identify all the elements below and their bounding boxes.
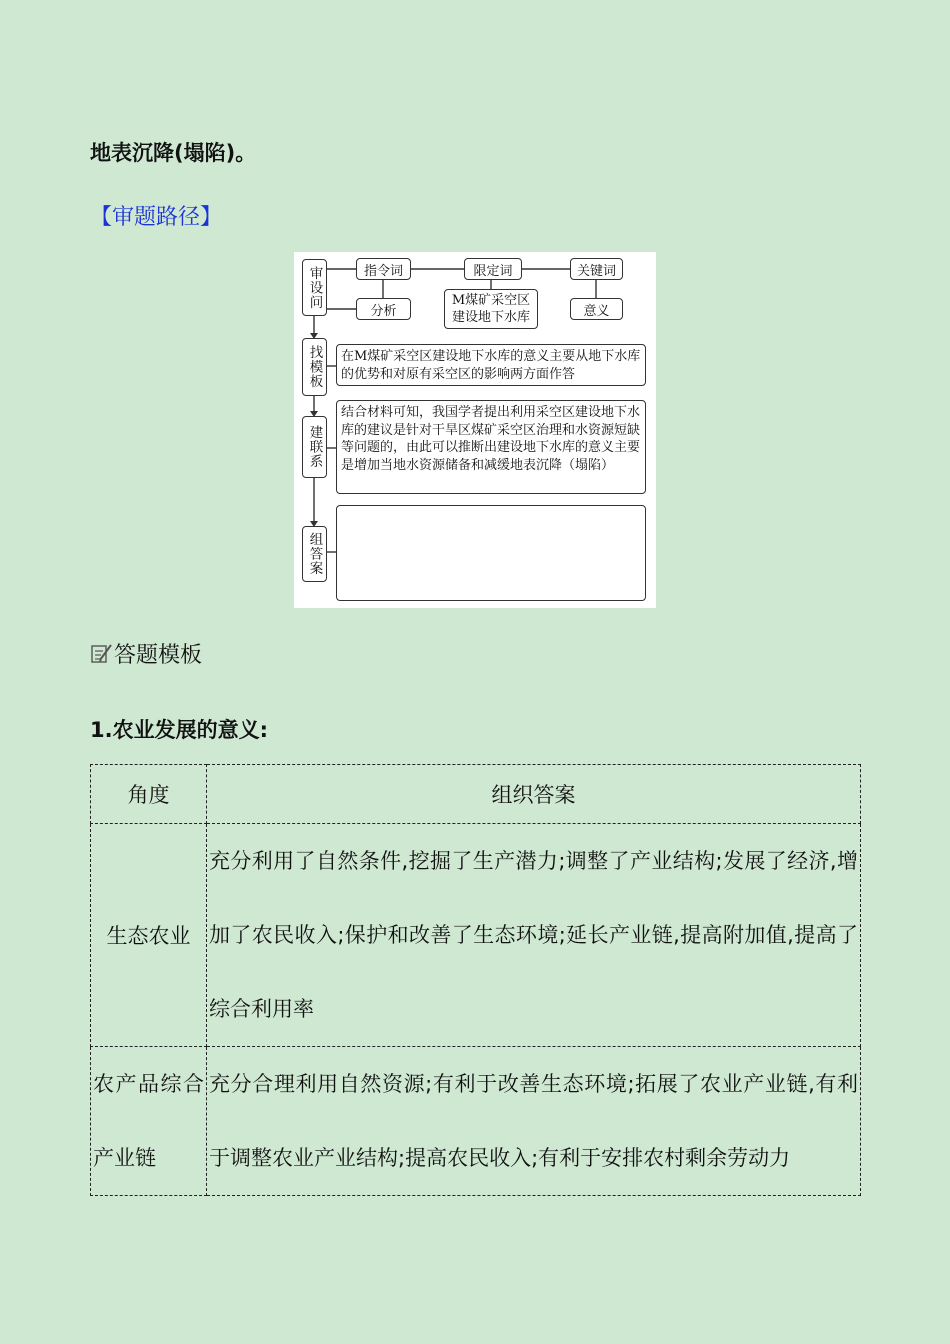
row-answer: 充分利用了自然条件,挖掘了生产潜力;调整了产业结构;发展了经济,增加了农民收入;保护和改善了生态环境;延长产业链,提高附加值,提高了综合利用率 — [207, 824, 861, 1047]
keyword-limit: 限定词 — [464, 258, 522, 280]
header-angle: 角度 — [91, 765, 207, 824]
notepad-pencil-icon — [90, 642, 114, 664]
template-text-box: 在M煤矿采空区建设地下水库的意义主要从地下水库的优势和对原有采空区的影响两方面作答 — [336, 344, 646, 386]
template-heading — [90, 638, 202, 669]
page-title: 地表沉降(塌陷)。 — [90, 141, 257, 165]
template-label: 答题模板 — [114, 643, 203, 668]
step-build-connection: 建联系 — [302, 416, 327, 478]
step-review-question: 审设问 — [302, 259, 327, 316]
subheading: 1.农业发展的意义: — [90, 718, 268, 742]
row-answer: 充分合理利用自然资源;有利于改善生态环境;拓展了农业产业链,有利于调整农业产业结构;提高农民收入;有利于安排农村剩余劳动力 — [207, 1047, 861, 1196]
row-angle: 生态农业 — [91, 824, 207, 1047]
step-find-template: 找模板 — [302, 338, 327, 396]
table-row — [91, 824, 861, 1047]
section-label: 【审题路径】 — [90, 205, 223, 230]
value-limit: M煤矿采空区建设地下水库 — [444, 289, 538, 329]
value-key: 意义 — [570, 298, 623, 320]
flowchart — [294, 252, 656, 608]
connection-text-box: 结合材料可知，我国学者提出利用采空区建设地下水库的建议是针对干旱区煤矿采空区治理和水资源短缺等问题的，由此可以推断出建设地下水库的意义主要是增加当地水资源储备和减缓地表沉降（塌陷） — [336, 400, 646, 494]
keyword-instruction: 指令词 — [356, 258, 411, 280]
table-header-row — [91, 765, 861, 824]
header-answer: 组织答案 — [207, 765, 861, 824]
value-instruction: 分析 — [356, 298, 411, 320]
answer-text-box — [336, 505, 646, 601]
meaning-table — [90, 764, 861, 1196]
keyword-key: 关键词 — [570, 258, 623, 280]
table-row — [91, 1047, 861, 1196]
row-angle: 农产品综合产业链 — [91, 1047, 207, 1196]
step-compose-answer: 组答案 — [302, 526, 327, 582]
